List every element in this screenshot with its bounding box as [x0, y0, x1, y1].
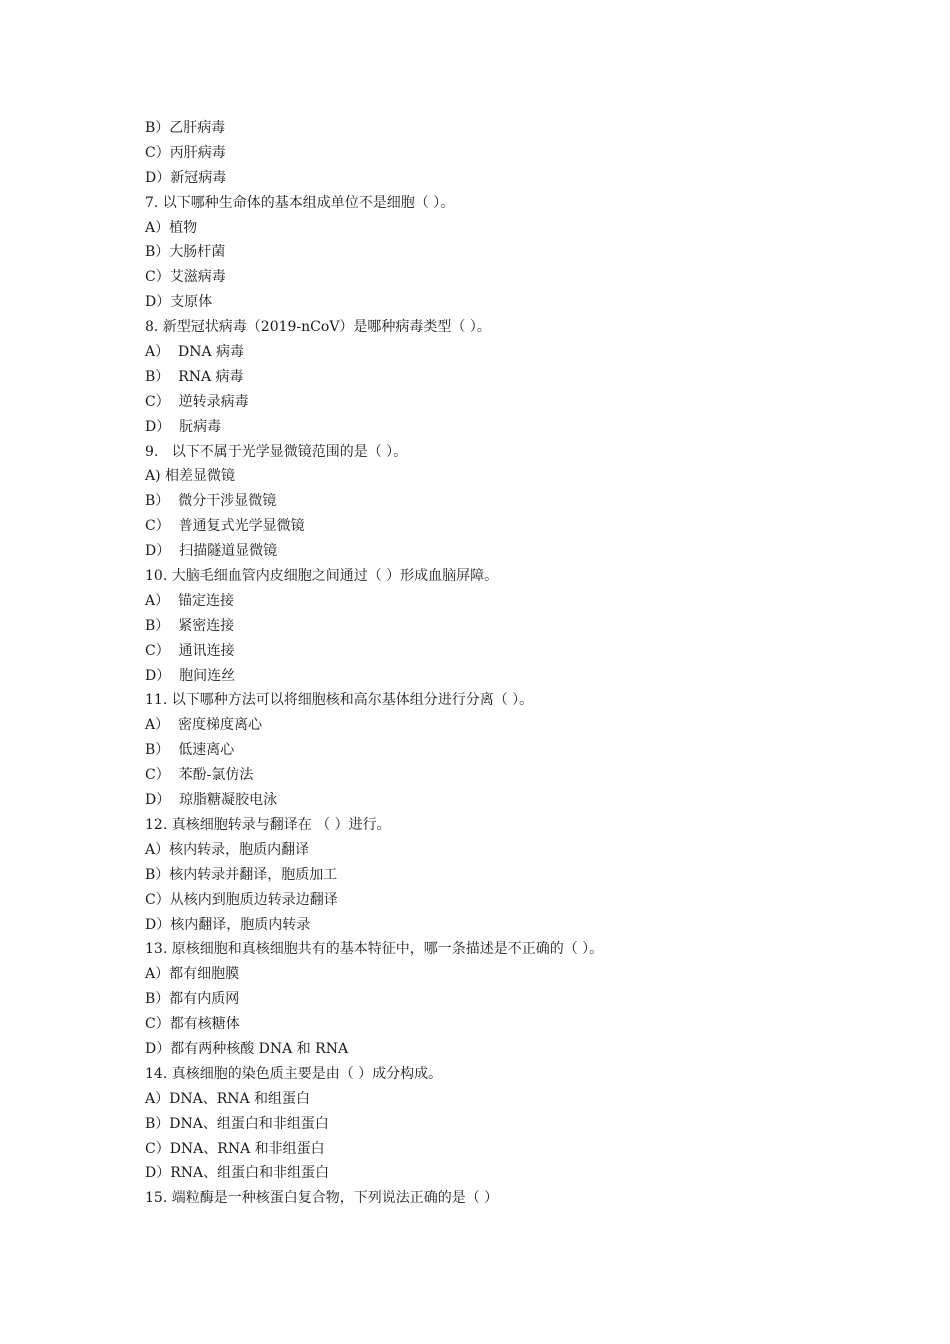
option-line: A）核内转录，胞质内翻译 — [145, 841, 310, 858]
option-line: A） DNA 病毒 — [145, 344, 245, 361]
option-line: B）DNA、组蛋白和非组蛋白 — [145, 1115, 329, 1132]
option-line: A）植物 — [145, 219, 198, 236]
question-list — [145, 116, 865, 1211]
option-line: C） 苯酚-氯仿法 — [145, 767, 254, 784]
option-line: C）都有核糖体 — [145, 1016, 240, 1033]
option-line: B）大肠杆菌 — [145, 244, 226, 261]
option-line: A）都有细胞膜 — [145, 966, 240, 983]
question-8: 8. 新型冠状病毒（2019-nCoV）是哪种病毒类型（ ）。 — [145, 319, 491, 336]
option-line: B）乙肝病毒 — [145, 120, 226, 136]
option-line: D） 胞间连丝 — [145, 667, 236, 684]
option-line: C）艾滋病毒 — [145, 269, 226, 286]
option-line: D）支原体 — [145, 294, 213, 311]
option-line: B）核内转录并翻译，胞质加工 — [145, 866, 338, 883]
option-line: C） 逆转录病毒 — [145, 393, 249, 410]
question-11: 11. 以下哪种方法可以将细胞核和高尔基体组分进行分离（ ）。 — [145, 692, 534, 709]
option-line: C）DNA、RNA 和非组蛋白 — [145, 1140, 325, 1157]
option-line: C）丙肝病毒 — [145, 144, 226, 161]
option-line: D）RNA、组蛋白和非组蛋白 — [145, 1165, 330, 1182]
question-9: 9. 以下不属于光学显微镜范围的是（ ）。 — [145, 443, 408, 460]
option-line: D） 扫描隧道显微镜 — [145, 543, 278, 560]
option-line: C） 通讯连接 — [145, 642, 235, 659]
question-15: 15. 端粒酶是一种核蛋白复合物，下列说法正确的是（ ） — [145, 1190, 499, 1207]
option-line: B） RNA 病毒 — [145, 368, 244, 385]
option-line: D）核内翻译，胞质内转录 — [145, 916, 311, 933]
option-line: D） 朊病毒 — [145, 418, 222, 435]
option-line: B） 紧密连接 — [145, 617, 235, 634]
option-line: D） 琼脂糖凝胶电泳 — [145, 792, 278, 809]
question-13: 13. 原核细胞和真核细胞共有的基本特征中，哪一条描述是不正确的（ ）。 — [145, 941, 604, 958]
option-line: D）新冠病毒 — [145, 169, 227, 186]
question-12: 12. 真核细胞转录与翻译在 （ ）进行。 — [145, 816, 391, 833]
option-line: B） 低速离心 — [145, 742, 235, 759]
option-line: C） 普通复式光学显微镜 — [145, 518, 305, 535]
option-line: C）从核内到胞质边转录边翻译 — [145, 891, 338, 908]
question-14: 14. 真核细胞的染色质主要是由（ ）成分构成。 — [145, 1065, 443, 1082]
option-line: A）DNA、RNA 和组蛋白 — [145, 1090, 311, 1107]
option-line: B）都有内质网 — [145, 991, 240, 1008]
option-line: B） 微分干涉显微镜 — [145, 493, 277, 510]
question-7: 7. 以下哪种生命体的基本组成单位不是细胞（ ）。 — [145, 194, 455, 211]
option-line: A） 锚定连接 — [145, 592, 235, 609]
question-10: 10. 大脑毛细血管内皮细胞之间通过（ ）形成血脑屏障。 — [145, 568, 499, 585]
option-line: A) 相差显微镜 — [145, 468, 236, 485]
option-line: A） 密度梯度离心 — [145, 717, 263, 734]
option-line: D）都有两种核酸 DNA 和 RNA — [145, 1040, 349, 1057]
